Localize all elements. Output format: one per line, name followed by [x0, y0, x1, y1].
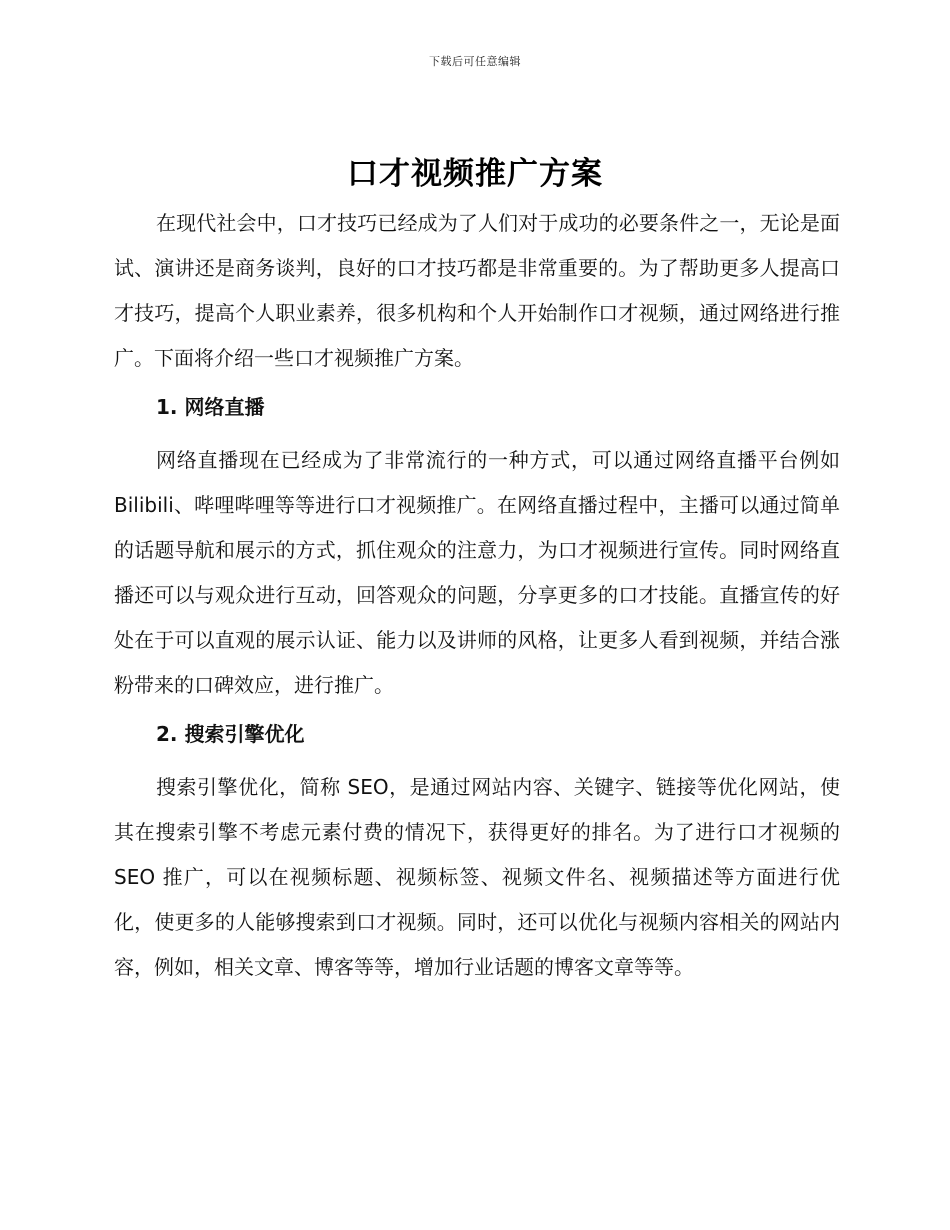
- document-body: [114, 201, 840, 990]
- section-heading-live-streaming: 1. 网络直播: [156, 395, 265, 419]
- intro-paragraph: 在现代社会中，口才技巧已经成为了人们对于成功的必要条件之一，无论是面试、演讲还是商务谈判，良好的口才技巧都是非常重要的。为了帮助更多人提高口才技巧，提高个人职业素养，很多机构和个人开始制作口才视频，通过网络进行推广。下面将介绍一些口才视频推广方案。: [114, 211, 840, 370]
- page-header-note: 下载后可任意编辑: [429, 55, 521, 68]
- section-paragraph-live-streaming: 网络直播现在已经成为了非常流行的一种方式，可以通过网络直播平台例如 Bilibili、哔哩哔哩等等进行口才视频推广。在网络直播过程中，主播可以通过简单的话题导航和展示的方式，抓住观众的注意力，为口才视频进行宣传。同时网络直播还可以与观众进行互动，回答观众的问题，分享更多的口才技能。直播宣传的好处在于可以直观的展示认证、能力以及讲师的风格，让更多人看到视频，并结合涨粉带来的口碑效应，进行推广。: [114, 448, 840, 697]
- document-title: 口才视频推广方案: [347, 156, 603, 192]
- section-paragraph-seo: 搜索引擎优化，简称 SEO，是通过网站内容、关键字、链接等优化网站，使其在搜索引擎不考虑元素付费的情况下，获得更好的排名。为了进行口才视频的 SEO 推广，可以在视频标题、视频标签、视频文件名、视频描述等方面进行优化，使更多的人能够搜索到口才视频。同时，还可以优化与视频内容相关的网站内容，例如，相关文章、博客等等，增加行业话题的博客文章等等。: [114, 775, 840, 979]
- section-heading-seo: 2. 搜索引擎优化: [156, 722, 305, 746]
